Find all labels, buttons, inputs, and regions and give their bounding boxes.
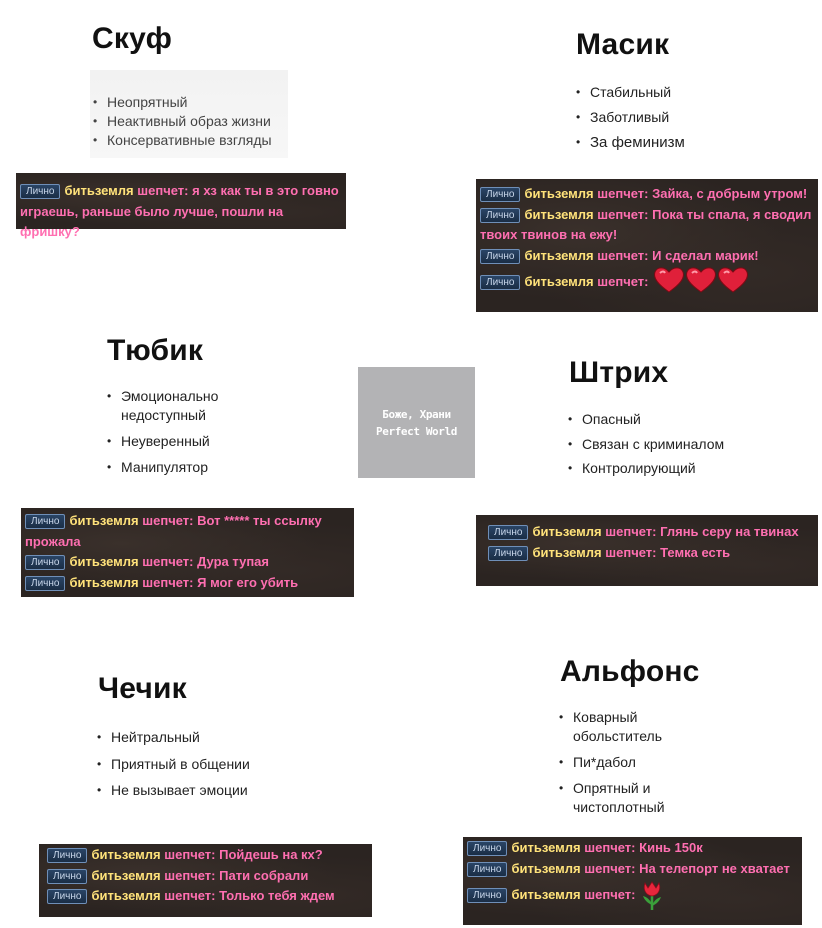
chat-text: Пока ты спала, я сводил твоих твинов на ежу!: [480, 206, 812, 242]
tulip-icon: [639, 887, 665, 902]
chat-verb: шепчет:: [584, 840, 636, 855]
hearts-icon: [652, 274, 748, 289]
private-badge[interactable]: Лично: [488, 525, 528, 540]
private-badge[interactable]: Лично: [480, 187, 520, 202]
chat-nick[interactable]: битьземля: [91, 847, 161, 862]
private-badge[interactable]: Лично: [467, 862, 507, 877]
chat-text: Кинь 150к: [639, 840, 703, 855]
chat-message: [25, 552, 350, 573]
masik-chat: [476, 179, 818, 312]
chat-message: [467, 879, 798, 911]
skuf-bullets: [93, 93, 272, 150]
shtrikh-bullets: [568, 407, 724, 481]
chechik-chat: [39, 844, 372, 917]
chat-text: И сделал марик!: [652, 247, 759, 263]
tyubik-chat: [21, 508, 354, 597]
shtrikh-bullet: • Контролирующий: [568, 456, 724, 481]
skuf-chat: [16, 173, 346, 239]
chat-text: Пойдешь на кх?: [219, 847, 323, 862]
alfons-bullets: [559, 708, 699, 817]
masik-bullet: • Заботливый: [576, 105, 685, 130]
chat-nick[interactable]: битьземля: [69, 513, 139, 528]
skuf-bullet: • Неактивный образ жизни: [93, 112, 272, 131]
private-badge[interactable]: Лично: [47, 869, 87, 884]
chat-verb: шепчет:: [164, 847, 216, 862]
private-badge[interactable]: Лично: [480, 275, 520, 290]
private-badge[interactable]: Лично: [467, 841, 507, 856]
chat-message: [480, 246, 814, 267]
alfons-title: Альфонс: [560, 655, 700, 688]
chat-nick[interactable]: битьземля: [511, 887, 581, 902]
chat-message: [47, 866, 368, 887]
private-badge[interactable]: Лично: [47, 889, 87, 904]
chat-message: [467, 859, 798, 880]
chat-nick[interactable]: битьземля: [524, 247, 594, 263]
chat-text: я хз как ты в это говно играешь, раньше было лучше, пошли на фришку?: [20, 183, 339, 239]
chat-verb: шепчет:: [597, 274, 649, 289]
chat-text: Пати собрали: [219, 867, 309, 883]
chat-nick[interactable]: битьземля: [511, 840, 581, 855]
chat-verb: шепчет:: [142, 513, 194, 528]
chat-nick[interactable]: битьземля: [69, 574, 139, 590]
tyubik-title: Тюбик: [107, 334, 204, 367]
private-badge[interactable]: Лично: [47, 848, 87, 863]
chat-message: [467, 838, 798, 859]
chat-nick[interactable]: битьземля: [69, 554, 139, 569]
chat-message: [47, 845, 368, 866]
chat-message: [488, 522, 814, 543]
alfons-chat: [463, 837, 802, 925]
chechik-bullet: • Приятный в общении: [97, 751, 250, 778]
chat-verb: шепчет:: [597, 247, 649, 263]
chat-message: [47, 886, 368, 907]
masik-bullet: • Стабильный: [576, 80, 685, 105]
private-badge[interactable]: Лично: [480, 208, 520, 223]
chat-message: [25, 511, 350, 552]
skuf-bullet: • Неопрятный: [93, 93, 272, 112]
chat-nick[interactable]: битьземля: [511, 860, 581, 876]
tyubik-bullet: • Манипулятор: [107, 458, 237, 477]
private-badge[interactable]: Лично: [20, 184, 60, 199]
chat-text: Зайка, с добрым утром!: [652, 186, 808, 201]
chat-nick[interactable]: битьземля: [524, 274, 594, 289]
chat-nick[interactable]: битьземля: [91, 867, 161, 883]
center-line-1: Боже, Храни: [382, 407, 451, 421]
chat-text: Темка есть: [660, 544, 731, 560]
shtrikh-title: Штрих: [569, 356, 669, 389]
skuf-bullet: • Консервативные взгляды: [93, 131, 272, 150]
chat-verb: шепчет:: [142, 554, 194, 569]
chat-nick[interactable]: битьземля: [532, 524, 602, 539]
masik-bullets: [576, 80, 685, 155]
chechik-bullets: [97, 724, 250, 804]
chechik-bullet: • Не вызывает эмоции: [97, 777, 250, 804]
chat-text: Глянь серу на твинах: [660, 524, 799, 539]
chechik-title: Чечик: [98, 672, 187, 705]
private-badge[interactable]: Лично: [467, 888, 507, 903]
chechik-bullet: • Нейтральный: [97, 724, 250, 751]
masik-title: Масик: [576, 28, 670, 61]
shtrikh-bullet: • Опасный: [568, 407, 724, 432]
chat-message: [480, 266, 814, 294]
tyubik-bullet: • Эмоционально недоступный: [107, 387, 237, 425]
shtrikh-chat: [476, 515, 818, 586]
chat-text: Дура тупая: [197, 554, 269, 569]
chat-verb: шепчет:: [142, 574, 194, 590]
private-badge[interactable]: Лично: [25, 576, 65, 591]
chat-verb: шепчет:: [597, 186, 649, 201]
chat-text: Только тебя ждем: [219, 888, 335, 903]
chat-message: [20, 181, 342, 243]
alfons-bullet: • Опрятный и чистоплотный: [559, 779, 699, 817]
chat-verb: шепчет:: [584, 860, 636, 876]
alfons-bullet: • Пи*дабол: [559, 753, 699, 772]
chat-text: Вот ***** ты ссылку прожала: [25, 513, 322, 549]
skuf-title: Скуф: [92, 22, 173, 55]
chat-nick[interactable]: битьземля: [91, 888, 161, 903]
chat-message: [480, 184, 814, 205]
center-logo: [358, 367, 475, 478]
shtrikh-bullet: • Связан с криминалом: [568, 432, 724, 457]
chat-verb: шепчет:: [584, 887, 636, 902]
chat-nick[interactable]: битьземля: [524, 186, 594, 201]
chat-verb: шепчет:: [605, 524, 657, 539]
alfons-bullet: • Коварный обольститель: [559, 708, 679, 746]
chat-nick[interactable]: битьземля: [532, 544, 602, 560]
chat-nick[interactable]: битьземля: [64, 183, 134, 198]
chat-verb: шепчет:: [605, 544, 657, 560]
private-badge[interactable]: Лично: [488, 546, 528, 561]
chat-verb: шепчет:: [137, 183, 189, 198]
chat-verb: шепчет:: [597, 206, 649, 222]
chat-text: Я мог его убить: [197, 574, 299, 590]
chat-nick[interactable]: битьземля: [524, 206, 594, 222]
chat-verb: шепчет:: [164, 867, 216, 883]
center-line-2: Perfect World: [376, 424, 457, 438]
tyubik-bullet: • Неуверенный: [107, 432, 237, 451]
tyubik-bullets: [107, 387, 237, 477]
chat-text: На телепорт не хватает: [639, 860, 790, 876]
private-badge[interactable]: Лично: [25, 514, 65, 529]
private-badge[interactable]: Лично: [25, 555, 65, 570]
private-badge[interactable]: Лично: [480, 249, 520, 264]
chat-message: [25, 573, 350, 594]
chat-verb: шепчет:: [164, 888, 216, 903]
chat-message: [488, 543, 814, 564]
masik-bullet: • За феминизм: [576, 130, 685, 155]
chat-message: [480, 205, 814, 246]
